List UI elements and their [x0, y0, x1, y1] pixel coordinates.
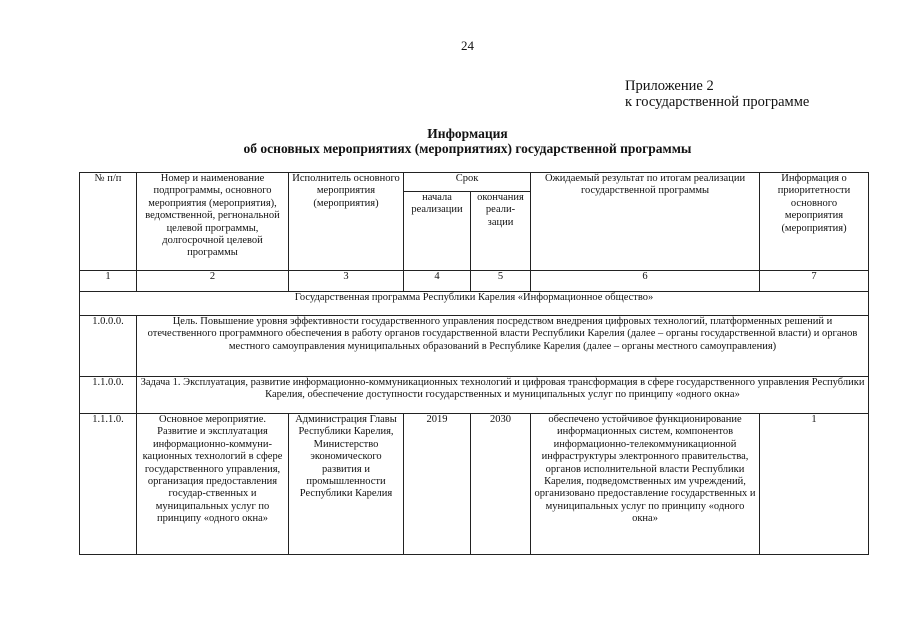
- event-name: Основное мероприятие. Развитие и эксплуатация информационно-коммуни-кационных технологий в сфере государственного управления, организация предоставления государ-ственных и муниципальных услуг по принципу «одного окна»: [137, 414, 289, 555]
- task-row: [80, 377, 869, 414]
- program-title: Государственная программа Республики Карелия «Информационное общество»: [80, 292, 869, 316]
- header-end: окончания реали-зации: [471, 192, 531, 271]
- column-number: 6: [531, 271, 760, 292]
- events-table: [79, 172, 869, 555]
- column-number: 2: [137, 271, 289, 292]
- event-row: [80, 414, 869, 555]
- event-end-year: 2030: [471, 414, 531, 555]
- document-title-line-2: об основных мероприятиях (мероприятиях) государственной программы: [243, 141, 692, 156]
- column-number: 1: [80, 271, 137, 292]
- header-number: № п/п: [80, 173, 137, 271]
- goal-row: [80, 316, 869, 377]
- event-executor: Администрация Главы Республики Карелия, Министерство экономического развития и промышленности Республики Карелия: [289, 414, 404, 555]
- table-header-row: [80, 173, 869, 192]
- document-title: [0, 126, 905, 156]
- column-number: 7: [760, 271, 869, 292]
- column-number: 5: [471, 271, 531, 292]
- document-title-line-1: Информация: [427, 126, 508, 141]
- program-row: [80, 292, 869, 316]
- appendix-note: [625, 78, 809, 110]
- header-start: начала реализации: [404, 192, 471, 271]
- page-number: 24: [461, 38, 474, 53]
- task-text: Задача 1. Эксплуатация, развитие информационно-коммуникационных технологий и цифровая трансформация в сфере государственного управления Республики Карелия, обеспечение доступности государственных и муниципальных услуг по принципу «одного окна»: [137, 377, 869, 414]
- appendix-line-2: к государственной программе: [625, 94, 810, 110]
- appendix-line-1: Приложение 2: [625, 78, 714, 94]
- goal-code: 1.0.0.0.: [80, 316, 137, 377]
- event-start-year: 2019: [404, 414, 471, 555]
- header-result: Ожидаемый результат по итогам реализации государственной программы: [531, 173, 760, 271]
- goal-text: Цель. Повышение уровня эффективности государственного управления посредством внедрения цифровых технологий, платформенных решений и отечественного программного обеспечения в работу органов государственной власти Республики Карелия (далее – органы государственной власти) и органов местного самоуправления муниципальных образований в Республике Карелия (далее – органы местного самоуправления): [137, 316, 869, 377]
- event-priority: 1: [760, 414, 869, 555]
- header-executor: Исполнитель основного мероприятия (мероприятия): [289, 173, 404, 271]
- column-number: 4: [404, 271, 471, 292]
- column-number: 3: [289, 271, 404, 292]
- header-term: Срок: [404, 173, 531, 192]
- task-code: 1.1.0.0.: [80, 377, 137, 414]
- column-number-row: [80, 271, 869, 292]
- event-result: обеспечено устойчивое функционирование информационных систем, компонентов информационно-телекоммуникационной инфраструктуры электронного правительства, органов исполнительной власти Республики Карелия, подведомственных им учреждений, организовано предоставление государственных и муниципальных услуг по принципу «одного окна»: [531, 414, 760, 555]
- event-code: 1.1.1.0.: [80, 414, 137, 555]
- header-name: Номер и наименование подпрограммы, основного мероприятия (мероприятия), ведомственной, регнональной целевой программы, долгосрочной целевой программы: [137, 173, 289, 271]
- header-priority: Информация о приоритетности основного мероприятия (мероприятия): [760, 173, 869, 271]
